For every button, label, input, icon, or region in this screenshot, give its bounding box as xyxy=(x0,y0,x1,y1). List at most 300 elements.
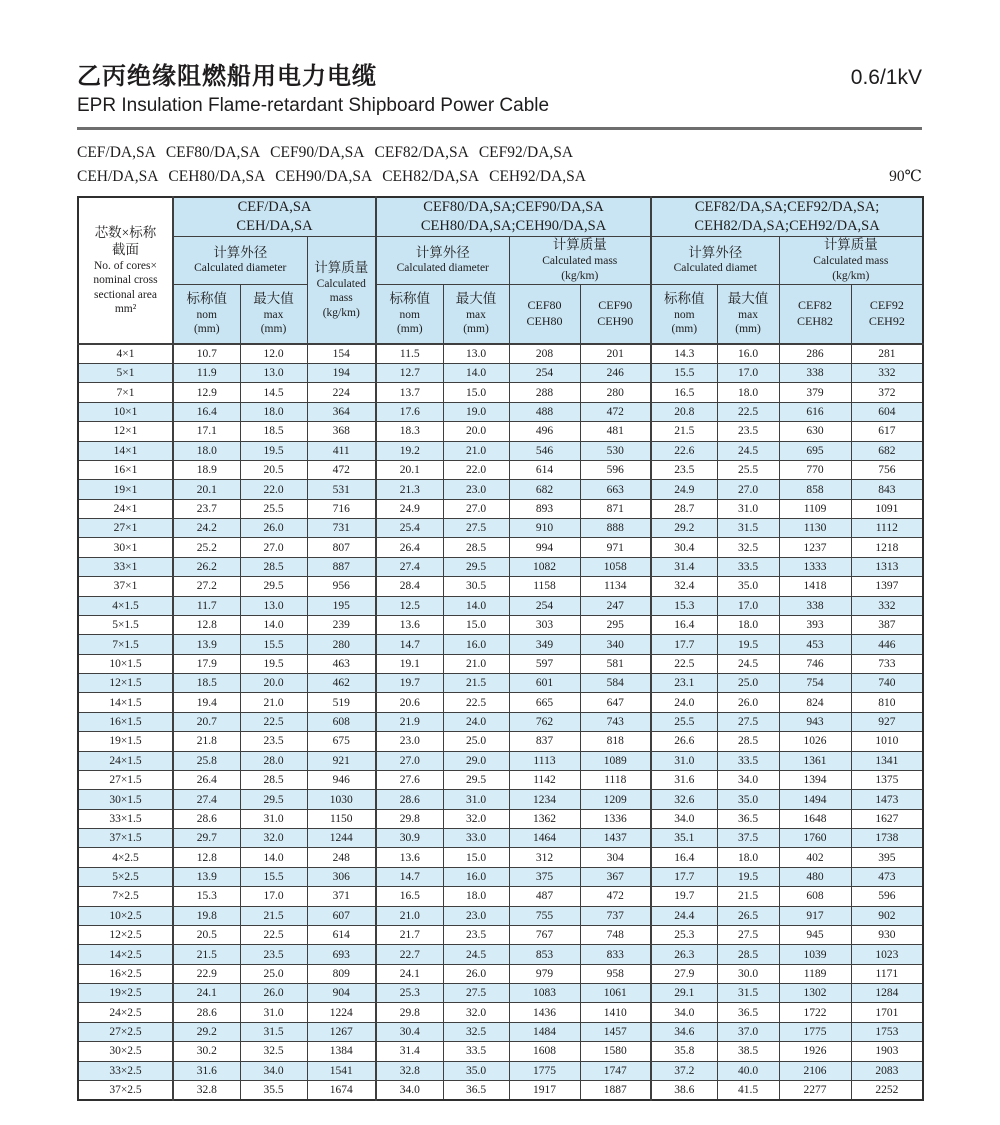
value-cell: 15.5 xyxy=(240,867,307,886)
spec-cell: 19×1.5 xyxy=(78,732,173,751)
value-cell: 1674 xyxy=(307,1080,376,1099)
value-cell: 14.0 xyxy=(240,615,307,634)
value-cell: 1775 xyxy=(509,1061,580,1080)
table-row xyxy=(78,693,923,712)
table-row xyxy=(78,383,923,402)
spec-cell: 33×1 xyxy=(78,557,173,576)
value-cell: 921 xyxy=(307,751,376,770)
value-cell: 32.5 xyxy=(443,1022,509,1041)
value-cell: 27.0 xyxy=(376,751,443,770)
value-cell: 1061 xyxy=(580,984,651,1003)
value-cell: 1464 xyxy=(509,829,580,848)
value-cell: 20.6 xyxy=(376,693,443,712)
value-cell: 27.0 xyxy=(717,480,779,499)
value-cell: 28.7 xyxy=(651,499,717,518)
value-cell: 12.8 xyxy=(173,848,240,867)
table-header xyxy=(78,197,923,344)
value-cell: 20.5 xyxy=(173,925,240,944)
value-cell: 1158 xyxy=(509,577,580,596)
value-cell: 32.0 xyxy=(240,829,307,848)
value-cell: 1130 xyxy=(779,519,851,538)
value-cell: 754 xyxy=(779,674,851,693)
value-cell: 748 xyxy=(580,925,651,944)
value-cell: 254 xyxy=(509,596,580,615)
value-cell: 1284 xyxy=(851,984,923,1003)
value-cell: 15.5 xyxy=(651,364,717,383)
value-cell: 280 xyxy=(580,383,651,402)
value-cell: 596 xyxy=(851,887,923,906)
value-cell: 853 xyxy=(509,945,580,964)
value-cell: 349 xyxy=(509,635,580,654)
value-cell: 26.4 xyxy=(173,770,240,789)
value-cell: 340 xyxy=(580,635,651,654)
value-cell: 18.0 xyxy=(240,402,307,421)
value-cell: 368 xyxy=(307,422,376,441)
table-row xyxy=(78,790,923,809)
value-cell: 23.0 xyxy=(376,732,443,751)
value-cell: 411 xyxy=(307,441,376,460)
value-cell: 1082 xyxy=(509,557,580,576)
value-cell: 34.0 xyxy=(717,770,779,789)
value-cell: 1039 xyxy=(779,945,851,964)
value-cell: 24.5 xyxy=(717,441,779,460)
value-cell: 22.0 xyxy=(443,460,509,479)
value-cell: 20.7 xyxy=(173,712,240,731)
spec-cell: 24×1.5 xyxy=(78,751,173,770)
value-cell: 379 xyxy=(779,383,851,402)
value-cell: 15.0 xyxy=(443,615,509,634)
value-cell: 29.2 xyxy=(651,519,717,538)
value-cell: 24.2 xyxy=(173,519,240,538)
value-cell: 25.0 xyxy=(240,964,307,983)
value-cell: 27.9 xyxy=(651,964,717,983)
value-cell: 472 xyxy=(580,887,651,906)
table-body xyxy=(78,344,923,1100)
spec-cell: 16×1 xyxy=(78,460,173,479)
value-cell: 26.5 xyxy=(717,906,779,925)
value-cell: 608 xyxy=(779,887,851,906)
value-cell: 1171 xyxy=(851,964,923,983)
value-cell: 12.5 xyxy=(376,596,443,615)
value-cell: 17.0 xyxy=(717,364,779,383)
header-group-row xyxy=(78,197,923,236)
spec-cell: 24×1 xyxy=(78,499,173,518)
table-row xyxy=(78,364,923,383)
value-cell: 1775 xyxy=(779,1022,851,1041)
value-cell: 27.5 xyxy=(717,925,779,944)
value-cell: 25.4 xyxy=(376,519,443,538)
value-cell: 1580 xyxy=(580,1042,651,1061)
value-cell: 25.5 xyxy=(651,712,717,731)
value-cell: 367 xyxy=(580,867,651,886)
value-cell: 731 xyxy=(307,519,376,538)
value-cell: 647 xyxy=(580,693,651,712)
spec-cell: 12×1.5 xyxy=(78,674,173,693)
value-cell: 21.0 xyxy=(376,906,443,925)
value-cell: 19.5 xyxy=(717,867,779,886)
value-cell: 807 xyxy=(307,538,376,557)
value-cell: 29.5 xyxy=(240,577,307,596)
table-row xyxy=(78,829,923,848)
value-cell: 19.0 xyxy=(443,402,509,421)
value-cell: 614 xyxy=(307,925,376,944)
value-cell: 35.0 xyxy=(717,577,779,596)
value-cell: 19.5 xyxy=(240,441,307,460)
spec-cell: 30×2.5 xyxy=(78,1042,173,1061)
value-cell: 332 xyxy=(851,364,923,383)
value-cell: 1113 xyxy=(509,751,580,770)
value-cell: 20.0 xyxy=(443,422,509,441)
value-cell: 27.4 xyxy=(173,790,240,809)
spec-cell: 27×1.5 xyxy=(78,770,173,789)
value-cell: 531 xyxy=(307,480,376,499)
table-row xyxy=(78,1003,923,1022)
value-cell: 17.7 xyxy=(651,635,717,654)
value-cell: 30.2 xyxy=(173,1042,240,1061)
value-cell: 917 xyxy=(779,906,851,925)
value-cell: 393 xyxy=(779,615,851,634)
value-cell: 617 xyxy=(851,422,923,441)
value-cell: 246 xyxy=(580,364,651,383)
value-cell: 1336 xyxy=(580,809,651,828)
value-cell: 28.5 xyxy=(240,557,307,576)
value-cell: 824 xyxy=(779,693,851,712)
value-cell: 1023 xyxy=(851,945,923,964)
value-cell: 682 xyxy=(851,441,923,460)
table-row xyxy=(78,712,923,731)
value-cell: 843 xyxy=(851,480,923,499)
value-cell: 13.7 xyxy=(376,383,443,402)
spec-cell: 37×1 xyxy=(78,577,173,596)
value-cell: 19.5 xyxy=(240,654,307,673)
value-cell: 695 xyxy=(779,441,851,460)
spec-cell: 30×1 xyxy=(78,538,173,557)
value-cell: 1150 xyxy=(307,809,376,828)
table-row xyxy=(78,964,923,983)
table-row xyxy=(78,344,923,363)
value-cell: 23.5 xyxy=(240,945,307,964)
value-cell: 17.7 xyxy=(651,867,717,886)
value-cell: 16.0 xyxy=(443,635,509,654)
value-cell: 224 xyxy=(307,383,376,402)
value-cell: 2277 xyxy=(779,1080,851,1099)
value-cell: 26.2 xyxy=(173,557,240,576)
page-title-zh: 乙丙绝缘阻燃船用电力电缆 xyxy=(77,63,377,90)
value-cell: 1753 xyxy=(851,1022,923,1041)
value-cell: 1384 xyxy=(307,1042,376,1061)
value-cell: 1887 xyxy=(580,1080,651,1099)
value-cell: 295 xyxy=(580,615,651,634)
value-cell: 1030 xyxy=(307,790,376,809)
value-cell: 24.4 xyxy=(651,906,717,925)
value-cell: 487 xyxy=(509,887,580,906)
value-cell: 601 xyxy=(509,674,580,693)
value-cell: 21.9 xyxy=(376,712,443,731)
value-cell: 29.8 xyxy=(376,809,443,828)
value-cell: 195 xyxy=(307,596,376,615)
value-cell: 581 xyxy=(580,654,651,673)
value-cell: 15.0 xyxy=(443,848,509,867)
table-row xyxy=(78,422,923,441)
value-cell: 12.7 xyxy=(376,364,443,383)
value-cell: 1747 xyxy=(580,1061,651,1080)
value-cell: 41.5 xyxy=(717,1080,779,1099)
spec-cell: 5×1.5 xyxy=(78,615,173,634)
table-row xyxy=(78,538,923,557)
table-row xyxy=(78,1042,923,1061)
value-cell: 453 xyxy=(779,635,851,654)
value-cell: 37.2 xyxy=(651,1061,717,1080)
value-cell: 733 xyxy=(851,654,923,673)
value-cell: 32.4 xyxy=(651,577,717,596)
value-cell: 375 xyxy=(509,867,580,886)
model-line-cef: CEF/DA,SA CEF80/DA,SA CEF90/DA,SA CEF82/DA,SA CEF92/DA,SA xyxy=(77,144,574,161)
table-row xyxy=(78,499,923,518)
spec-cell: 14×2.5 xyxy=(78,945,173,964)
value-cell: 364 xyxy=(307,402,376,421)
value-cell: 34.0 xyxy=(376,1080,443,1099)
value-cell: 27.6 xyxy=(376,770,443,789)
value-cell: 614 xyxy=(509,460,580,479)
value-cell: 21.5 xyxy=(651,422,717,441)
value-cell: 24.9 xyxy=(376,499,443,518)
value-cell: 154 xyxy=(307,344,376,363)
value-cell: 32.6 xyxy=(651,790,717,809)
value-cell: 1722 xyxy=(779,1003,851,1022)
value-cell: 19.8 xyxy=(173,906,240,925)
group1-mass-header: 计算质量 Calculated mass (kg/km) xyxy=(307,236,376,344)
value-cell: 31.0 xyxy=(240,1003,307,1022)
value-cell: 1903 xyxy=(851,1042,923,1061)
value-cell: 24.5 xyxy=(443,945,509,964)
value-cell: 18.0 xyxy=(717,848,779,867)
spec-cell: 14×1.5 xyxy=(78,693,173,712)
value-cell: 1091 xyxy=(851,499,923,518)
group2-mass90-header: CEF90 CEH90 xyxy=(580,284,651,344)
header-sub-row xyxy=(78,284,923,344)
value-cell: 36.5 xyxy=(717,809,779,828)
value-cell: 1237 xyxy=(779,538,851,557)
value-cell: 19.7 xyxy=(651,887,717,906)
value-cell: 34.0 xyxy=(651,809,717,828)
value-cell: 22.5 xyxy=(651,654,717,673)
value-cell: 371 xyxy=(307,887,376,906)
table-row xyxy=(78,441,923,460)
value-cell: 32.8 xyxy=(173,1080,240,1099)
spec-cell: 16×2.5 xyxy=(78,964,173,983)
value-cell: 1917 xyxy=(509,1080,580,1099)
value-cell: 755 xyxy=(509,906,580,925)
value-cell: 36.5 xyxy=(443,1080,509,1099)
table-row xyxy=(78,732,923,751)
group2-mass80-header: CEF80 CEH80 xyxy=(509,284,580,344)
group1-diameter-header: 计算外径 Calculated diameter xyxy=(173,236,307,284)
value-cell: 472 xyxy=(307,460,376,479)
value-cell: 1410 xyxy=(580,1003,651,1022)
value-cell: 21.0 xyxy=(443,654,509,673)
value-cell: 35.1 xyxy=(651,829,717,848)
value-cell: 910 xyxy=(509,519,580,538)
value-cell: 27.2 xyxy=(173,577,240,596)
value-cell: 27.0 xyxy=(240,538,307,557)
value-cell: 13.9 xyxy=(173,867,240,886)
value-cell: 28.6 xyxy=(173,1003,240,1022)
value-cell: 18.0 xyxy=(173,441,240,460)
group2-max-header: 最大值 max (mm) xyxy=(443,284,509,344)
value-cell: 1362 xyxy=(509,809,580,828)
value-cell: 31.6 xyxy=(173,1061,240,1080)
value-cell: 496 xyxy=(509,422,580,441)
value-cell: 18.0 xyxy=(443,887,509,906)
group3-nom-header: 标称值 nom (mm) xyxy=(651,284,717,344)
value-cell: 1118 xyxy=(580,770,651,789)
value-cell: 1361 xyxy=(779,751,851,770)
value-cell: 387 xyxy=(851,615,923,634)
value-cell: 871 xyxy=(580,499,651,518)
value-cell: 24.1 xyxy=(173,984,240,1003)
value-cell: 24.1 xyxy=(376,964,443,983)
value-cell: 1494 xyxy=(779,790,851,809)
value-cell: 18.0 xyxy=(717,383,779,402)
value-cell: 762 xyxy=(509,712,580,731)
value-cell: 994 xyxy=(509,538,580,557)
value-cell: 833 xyxy=(580,945,651,964)
value-cell: 1010 xyxy=(851,732,923,751)
value-cell: 254 xyxy=(509,364,580,383)
spec-cell: 12×1 xyxy=(78,422,173,441)
spec-cell: 30×1.5 xyxy=(78,790,173,809)
value-cell: 958 xyxy=(580,964,651,983)
value-cell: 201 xyxy=(580,344,651,363)
value-cell: 770 xyxy=(779,460,851,479)
table-row xyxy=(78,848,923,867)
value-cell: 33.5 xyxy=(443,1042,509,1061)
value-cell: 1484 xyxy=(509,1022,580,1041)
spec-cell: 24×2.5 xyxy=(78,1003,173,1022)
value-cell: 21.5 xyxy=(443,674,509,693)
value-cell: 19.2 xyxy=(376,441,443,460)
value-cell: 737 xyxy=(580,906,651,925)
value-cell: 11.5 xyxy=(376,344,443,363)
spec-cell: 37×1.5 xyxy=(78,829,173,848)
value-cell: 23.5 xyxy=(717,422,779,441)
value-cell: 19.7 xyxy=(376,674,443,693)
value-cell: 35.0 xyxy=(443,1061,509,1080)
value-cell: 24.0 xyxy=(651,693,717,712)
value-cell: 15.5 xyxy=(240,635,307,654)
value-cell: 1437 xyxy=(580,829,651,848)
value-cell: 10.7 xyxy=(173,344,240,363)
value-cell: 286 xyxy=(779,344,851,363)
value-cell: 1142 xyxy=(509,770,580,789)
table-row xyxy=(78,577,923,596)
value-cell: 29.5 xyxy=(443,557,509,576)
spec-cell: 7×2.5 xyxy=(78,887,173,906)
value-cell: 927 xyxy=(851,712,923,731)
value-cell: 17.6 xyxy=(376,402,443,421)
value-cell: 1209 xyxy=(580,790,651,809)
value-cell: 716 xyxy=(307,499,376,518)
value-cell: 36.5 xyxy=(717,1003,779,1022)
value-cell: 18.5 xyxy=(173,674,240,693)
group1-title: CEF/DA,SA CEH/DA,SA xyxy=(173,197,376,236)
value-cell: 1333 xyxy=(779,557,851,576)
value-cell: 23.5 xyxy=(651,460,717,479)
value-cell: 1418 xyxy=(779,577,851,596)
table-row xyxy=(78,1061,923,1080)
value-cell: 34.0 xyxy=(651,1003,717,1022)
spec-cell: 33×2.5 xyxy=(78,1061,173,1080)
table-row xyxy=(78,906,923,925)
value-cell: 31.5 xyxy=(240,1022,307,1041)
value-cell: 930 xyxy=(851,925,923,944)
value-cell: 14.7 xyxy=(376,867,443,886)
value-cell: 31.0 xyxy=(717,499,779,518)
value-cell: 25.8 xyxy=(173,751,240,770)
spec-cell: 14×1 xyxy=(78,441,173,460)
value-cell: 665 xyxy=(509,693,580,712)
value-cell: 28.0 xyxy=(240,751,307,770)
value-cell: 35.8 xyxy=(651,1042,717,1061)
value-cell: 17.0 xyxy=(240,887,307,906)
value-cell: 18.0 xyxy=(717,615,779,634)
value-cell: 29.0 xyxy=(443,751,509,770)
table-row xyxy=(78,557,923,576)
value-cell: 304 xyxy=(580,848,651,867)
value-cell: 446 xyxy=(851,635,923,654)
title-row xyxy=(77,56,922,91)
value-cell: 1134 xyxy=(580,577,651,596)
value-cell: 26.0 xyxy=(443,964,509,983)
value-cell: 945 xyxy=(779,925,851,944)
value-cell: 1436 xyxy=(509,1003,580,1022)
page-title-en: EPR Insulation Flame-retardant Shipboard Power Cable xyxy=(77,95,550,116)
value-cell: 32.5 xyxy=(717,538,779,557)
value-cell: 25.3 xyxy=(376,984,443,1003)
value-cell: 23.5 xyxy=(443,925,509,944)
datasheet-page xyxy=(77,0,922,1101)
value-cell: 675 xyxy=(307,732,376,751)
value-cell: 19.1 xyxy=(376,654,443,673)
value-cell: 28.4 xyxy=(376,577,443,596)
value-cell: 239 xyxy=(307,615,376,634)
group2-diameter-header: 计算外径 Calculated diameter xyxy=(376,236,509,284)
value-cell: 858 xyxy=(779,480,851,499)
value-cell: 818 xyxy=(580,732,651,751)
value-cell: 887 xyxy=(307,557,376,576)
value-cell: 306 xyxy=(307,867,376,886)
value-cell: 616 xyxy=(779,402,851,421)
spec-cell: 4×2.5 xyxy=(78,848,173,867)
spec-cell: 19×2.5 xyxy=(78,984,173,1003)
value-cell: 32.5 xyxy=(240,1042,307,1061)
spec-cell: 37×2.5 xyxy=(78,1080,173,1099)
value-cell: 1244 xyxy=(307,829,376,848)
value-cell: 1926 xyxy=(779,1042,851,1061)
value-cell: 40.0 xyxy=(717,1061,779,1080)
value-cell: 28.6 xyxy=(173,809,240,828)
value-cell: 13.6 xyxy=(376,848,443,867)
value-cell: 2083 xyxy=(851,1061,923,1080)
value-cell: 13.6 xyxy=(376,615,443,634)
value-cell: 1341 xyxy=(851,751,923,770)
value-cell: 15.3 xyxy=(651,596,717,615)
value-cell: 743 xyxy=(580,712,651,731)
value-cell: 17.1 xyxy=(173,422,240,441)
value-cell: 26.6 xyxy=(651,732,717,751)
value-cell: 1608 xyxy=(509,1042,580,1061)
value-cell: 16.0 xyxy=(717,344,779,363)
